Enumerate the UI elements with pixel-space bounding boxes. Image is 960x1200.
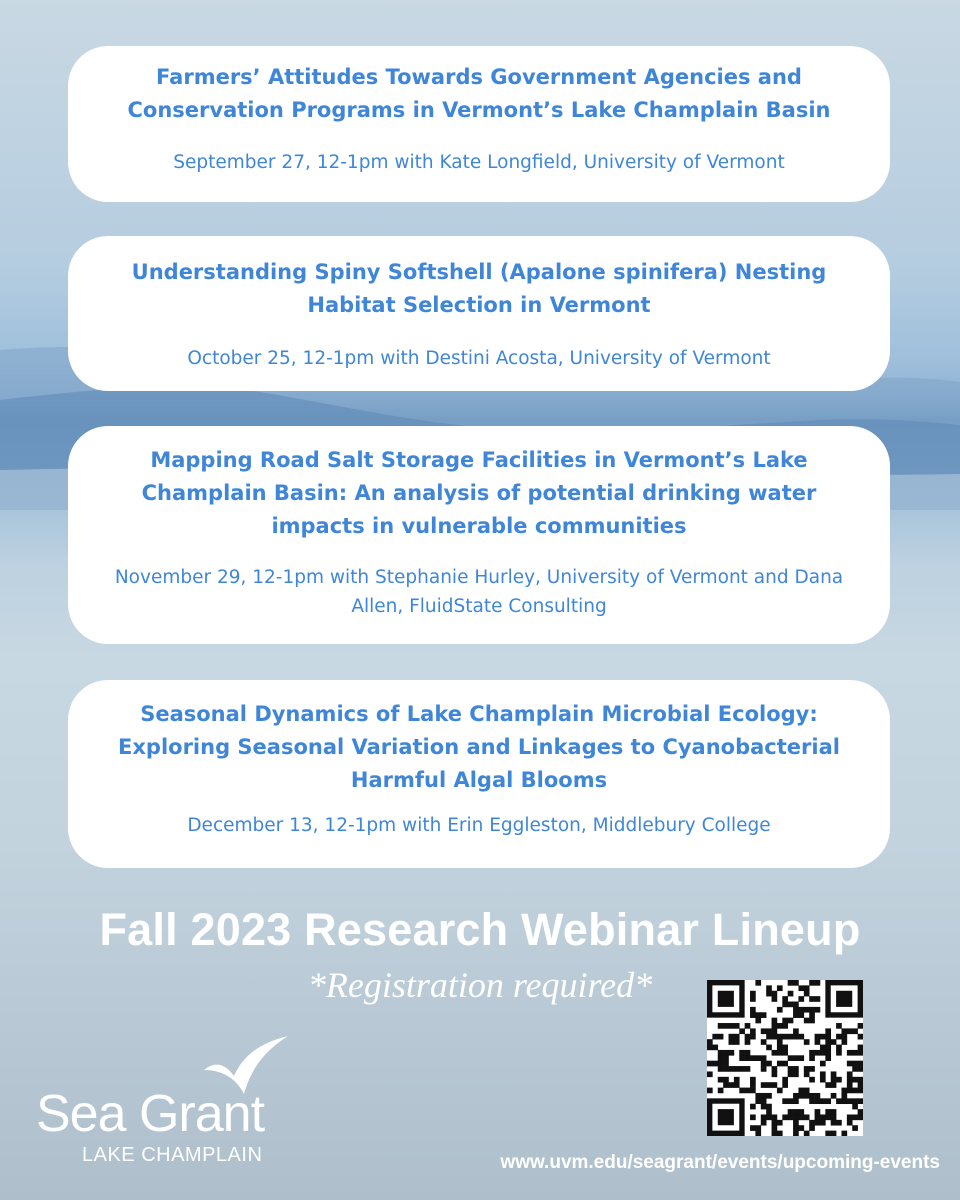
webinar-card-2 — [68, 236, 890, 391]
webinar-detail: November 29, 12-1pm with Stephanie Hurley, University of Vermont and Dana Allen, FluidState Consulting — [114, 567, 844, 617]
webinar-title: Understanding Spiny Softshell (Apalone spinifera) Nesting Habitat Selection in Vermont — [131, 260, 827, 317]
logo-subtitle: LAKE CHAMPLAIN — [82, 1144, 263, 1166]
webinar-title: Seasonal Dynamics of Lake Champlain Microbial Ecology: Exploring Seasonal Variation and Linkages to Cyanobacterial Harmful Algal Blooms — [118, 702, 840, 792]
webinar-title: Mapping Road Salt Storage Facilities in Vermont’s Lake Champlain Basin: An analysis of potential drinking water impacts in vulnerable communities — [141, 448, 817, 538]
qr-code[interactable] — [707, 980, 863, 1136]
webinar-card-4 — [68, 680, 890, 868]
webinar-detail: October 25, 12-1pm with Destini Acosta, University of Vermont — [187, 348, 771, 369]
registration-note: *Registration required* — [307, 965, 653, 1005]
page-title: Fall 2023 Research Webinar Lineup — [99, 904, 861, 955]
webinar-card-1 — [68, 46, 890, 202]
logo-name: Sea Grant — [36, 1085, 265, 1143]
webinar-card-3 — [68, 426, 890, 644]
webinar-detail: December 13, 12-1pm with Erin Eggleston, Middlebury College — [187, 815, 771, 836]
webinar-detail: September 27, 12-1pm with Kate Longfield, University of Vermont — [173, 152, 785, 173]
event-url-link[interactable]: www.uvm.edu/seagrant/events/upcoming-events — [500, 1152, 940, 1173]
sea-grant-logo — [36, 1036, 326, 1176]
webinar-title: Farmers’ Attitudes Towards Government Agencies and Conservation Programs in Vermont’s Lake Champlain Basin — [127, 65, 831, 122]
